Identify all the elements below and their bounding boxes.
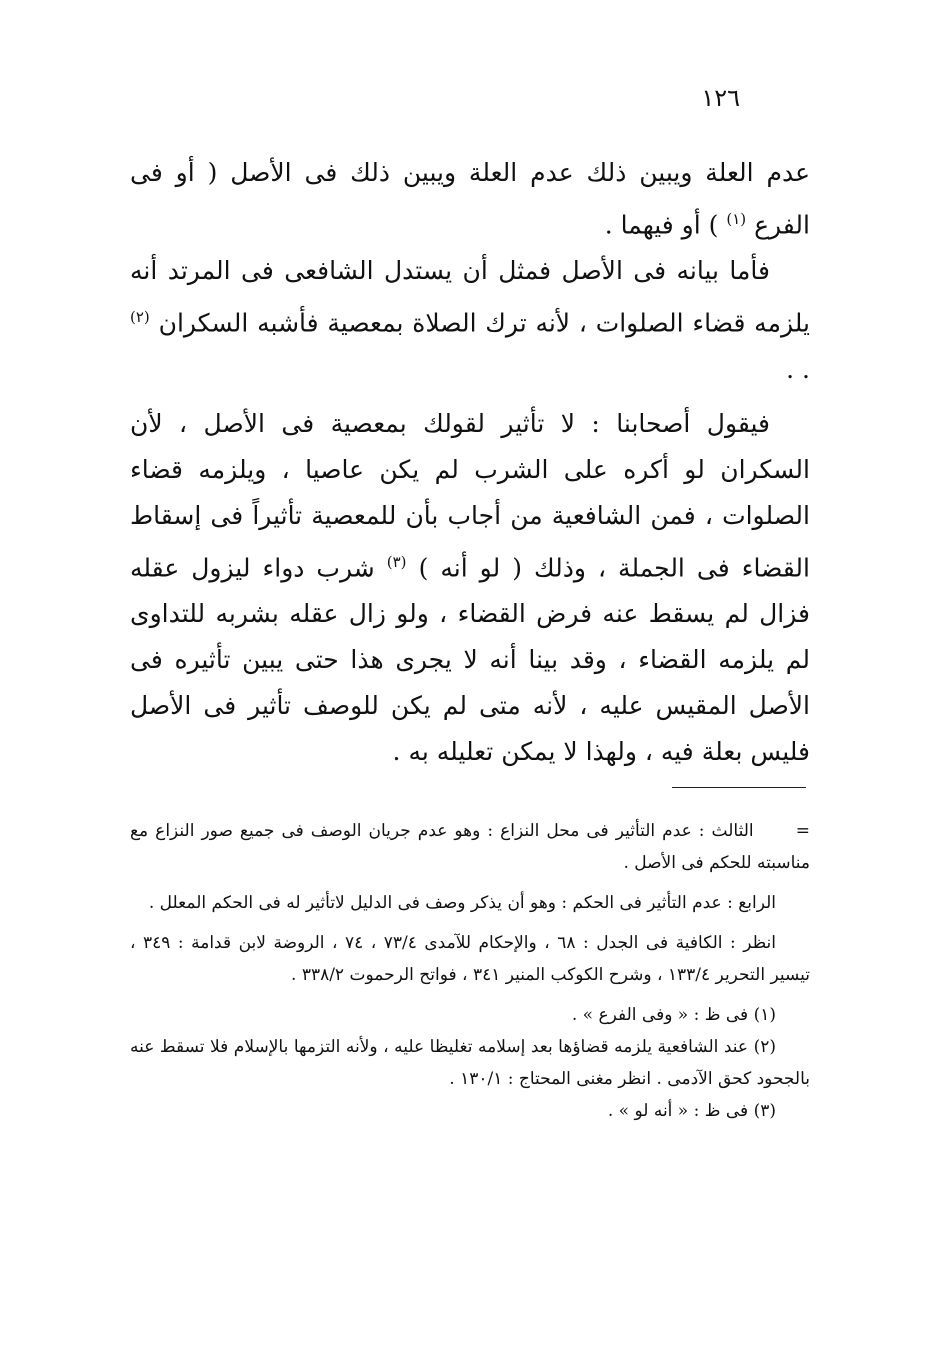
footnote-2: (٢) عند الشافعية يلزمه قضاؤها بعد إسلامه تغليظا عليه ، ولأنه التزمها بالإسلام فلا تسقط عنه بالجحود كحق الآدمى . انظر مغنى المحتاج : ١٣٠/١ . — [130, 1037, 810, 1089]
paragraph-2-end: . . — [786, 354, 810, 384]
page-number: ١٢٦ — [701, 84, 740, 112]
footnote-ref-2: (٢) — [130, 308, 150, 327]
footnote-continuation-2: الرابع : عدم التأثير فى الحكم : وهو أن يذكر وصف فى الدليل لاتأثير له فى الحكم المعلل . — [148, 893, 776, 913]
main-text — [130, 150, 810, 775]
footnote-ref-3: (٣) — [386, 552, 407, 571]
footnote-1: (١) فى ظ : « وفى الفرع » . — [571, 1005, 776, 1025]
footnote-3: (٣) فى ظ : « أنه لو » . — [607, 1101, 776, 1121]
footnote-ref-1: (١) — [726, 210, 747, 228]
paragraph-1-text: عدم العلة ويبين ذلك عدم العلة ويبين ذلك فى الأصل ( أو فى الفرع — [130, 158, 810, 240]
paragraph-3 — [130, 401, 810, 775]
footnote-continuation-3: انظر : الكافية فى الجدل : ٦٨ ، والإحكام للآمدى ٧٣/٤ ، ٧٤ ، الروضة لابن قدامة : ٣٤٩ ، تيسير التحرير ١٣٣/٤ ، وشرح الكوكب المنير ٣٤١ ، فواتح الرحموت ٣٣٨/٢ . — [130, 933, 810, 985]
paragraph-1-end: ) أو فيهما . — [604, 210, 719, 240]
footnote-continuation-1 — [130, 815, 810, 879]
footnote-continuation-1-text: الثالث : عدم التأثير فى محل النزاع : وهو عدم جريان الوصف فى جميع صور النزاع مع مناسبته للحكم فى الأصل . — [130, 821, 810, 873]
paragraph-3-text: فيقول أصحابنا : لا تأثير لقولك بمعصية فى الأصل ، لأن السكران لو أكره على الشرب لم يكن عاصيا ، ويلزمه قضاء الصلوات ، فمن الشافعية من أجاب بأن للمعصية تأثيراً فى إسقاط القضاء فى الجملة ، وذلك ( لو أنه ) — [130, 408, 810, 582]
footnotes — [130, 815, 810, 1127]
paragraph-2-text: فأما بيانه فى الأصل فمثل أن يستدل الشافعى فى المرتد أنه يلزمه قضاء الصلوات ، لأنه ترك الصلاة بمعصية فأشبه السكران — [130, 256, 810, 338]
paragraph-2 — [130, 248, 810, 392]
footnote-separator — [672, 787, 806, 788]
paragraph-1 — [130, 150, 810, 248]
paragraph-3-end: شرب دواء ليزول عقله فزال لم يسقط عنه فرض القضاء ، ولو زال عقله بشربه للتداوى لم يلزمه القضاء ، وقد بينا أنه لا يجرى هذا حتى يبين تأثيره فى الأصل المقيس عليه ، لأنه متى لم يكن للوصف تأثير فى الأصل فليس بعلة فيه ، ولهذا لا يمكن تعليله به . — [130, 552, 810, 766]
continuation-marker: = — [795, 821, 810, 841]
